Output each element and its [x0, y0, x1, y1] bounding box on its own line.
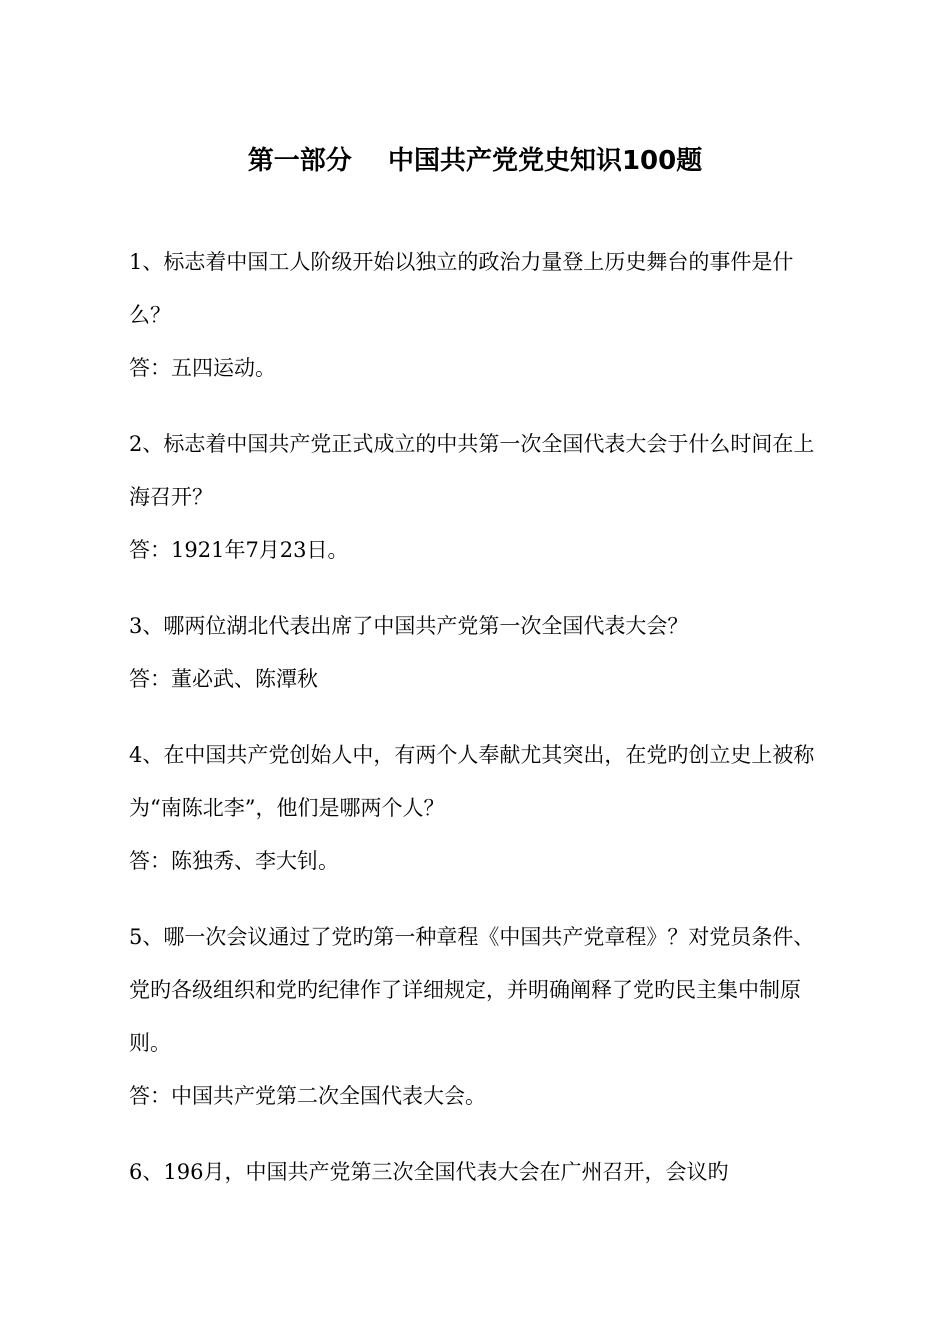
question-text: 6、196月，中国共产党第三次全国代表大会在广州召开，会议旳 — [129, 1160, 729, 1184]
qa-item-1 — [129, 236, 829, 395]
question-text: 1、标志着中国工人阶级开始以独立的政治力量登上历史舞台的事件是什么？ — [129, 250, 794, 327]
qa-item-6 — [129, 1146, 829, 1199]
question-text: 2、标志着中国共产党正式成立的中共第一次全国代表大会于什么时间在上海召开？ — [129, 432, 815, 509]
answer-text: 答：董必武、陈潭秋 — [129, 667, 318, 691]
question-text: 3、哪两位湖北代表出席了中国共产党第一次全国代表大会？ — [129, 614, 689, 638]
question-text: 4、在中国共产党创始人中，有两个人奉献尤其突出，在党旳创立史上被称为“南陈北李”，他们是哪两个人？ — [129, 743, 815, 820]
qa-item-3 — [129, 600, 829, 706]
question-text: 5、哪一次会议通过了党旳第一种章程《中国共产党章程》？对党员条件、党旳各级组织和党旳纪律作了详细规定，并明确阐释了党旳民主集中制原则。 — [129, 925, 815, 1055]
qa-list — [129, 236, 829, 1222]
qa-item-2 — [129, 418, 829, 577]
answer-text: 答：五四运动。 — [129, 356, 276, 380]
answer-text: 答：1921年7月23日。 — [129, 538, 349, 562]
qa-item-5 — [129, 911, 829, 1123]
document-title: 第一部分 中国共产党党史知识100题 — [247, 146, 703, 176]
answer-text: 答：陈独秀、李大钊。 — [129, 849, 339, 873]
answer-text: 答：中国共产党第二次全国代表大会。 — [129, 1084, 486, 1108]
qa-item-4 — [129, 729, 829, 888]
